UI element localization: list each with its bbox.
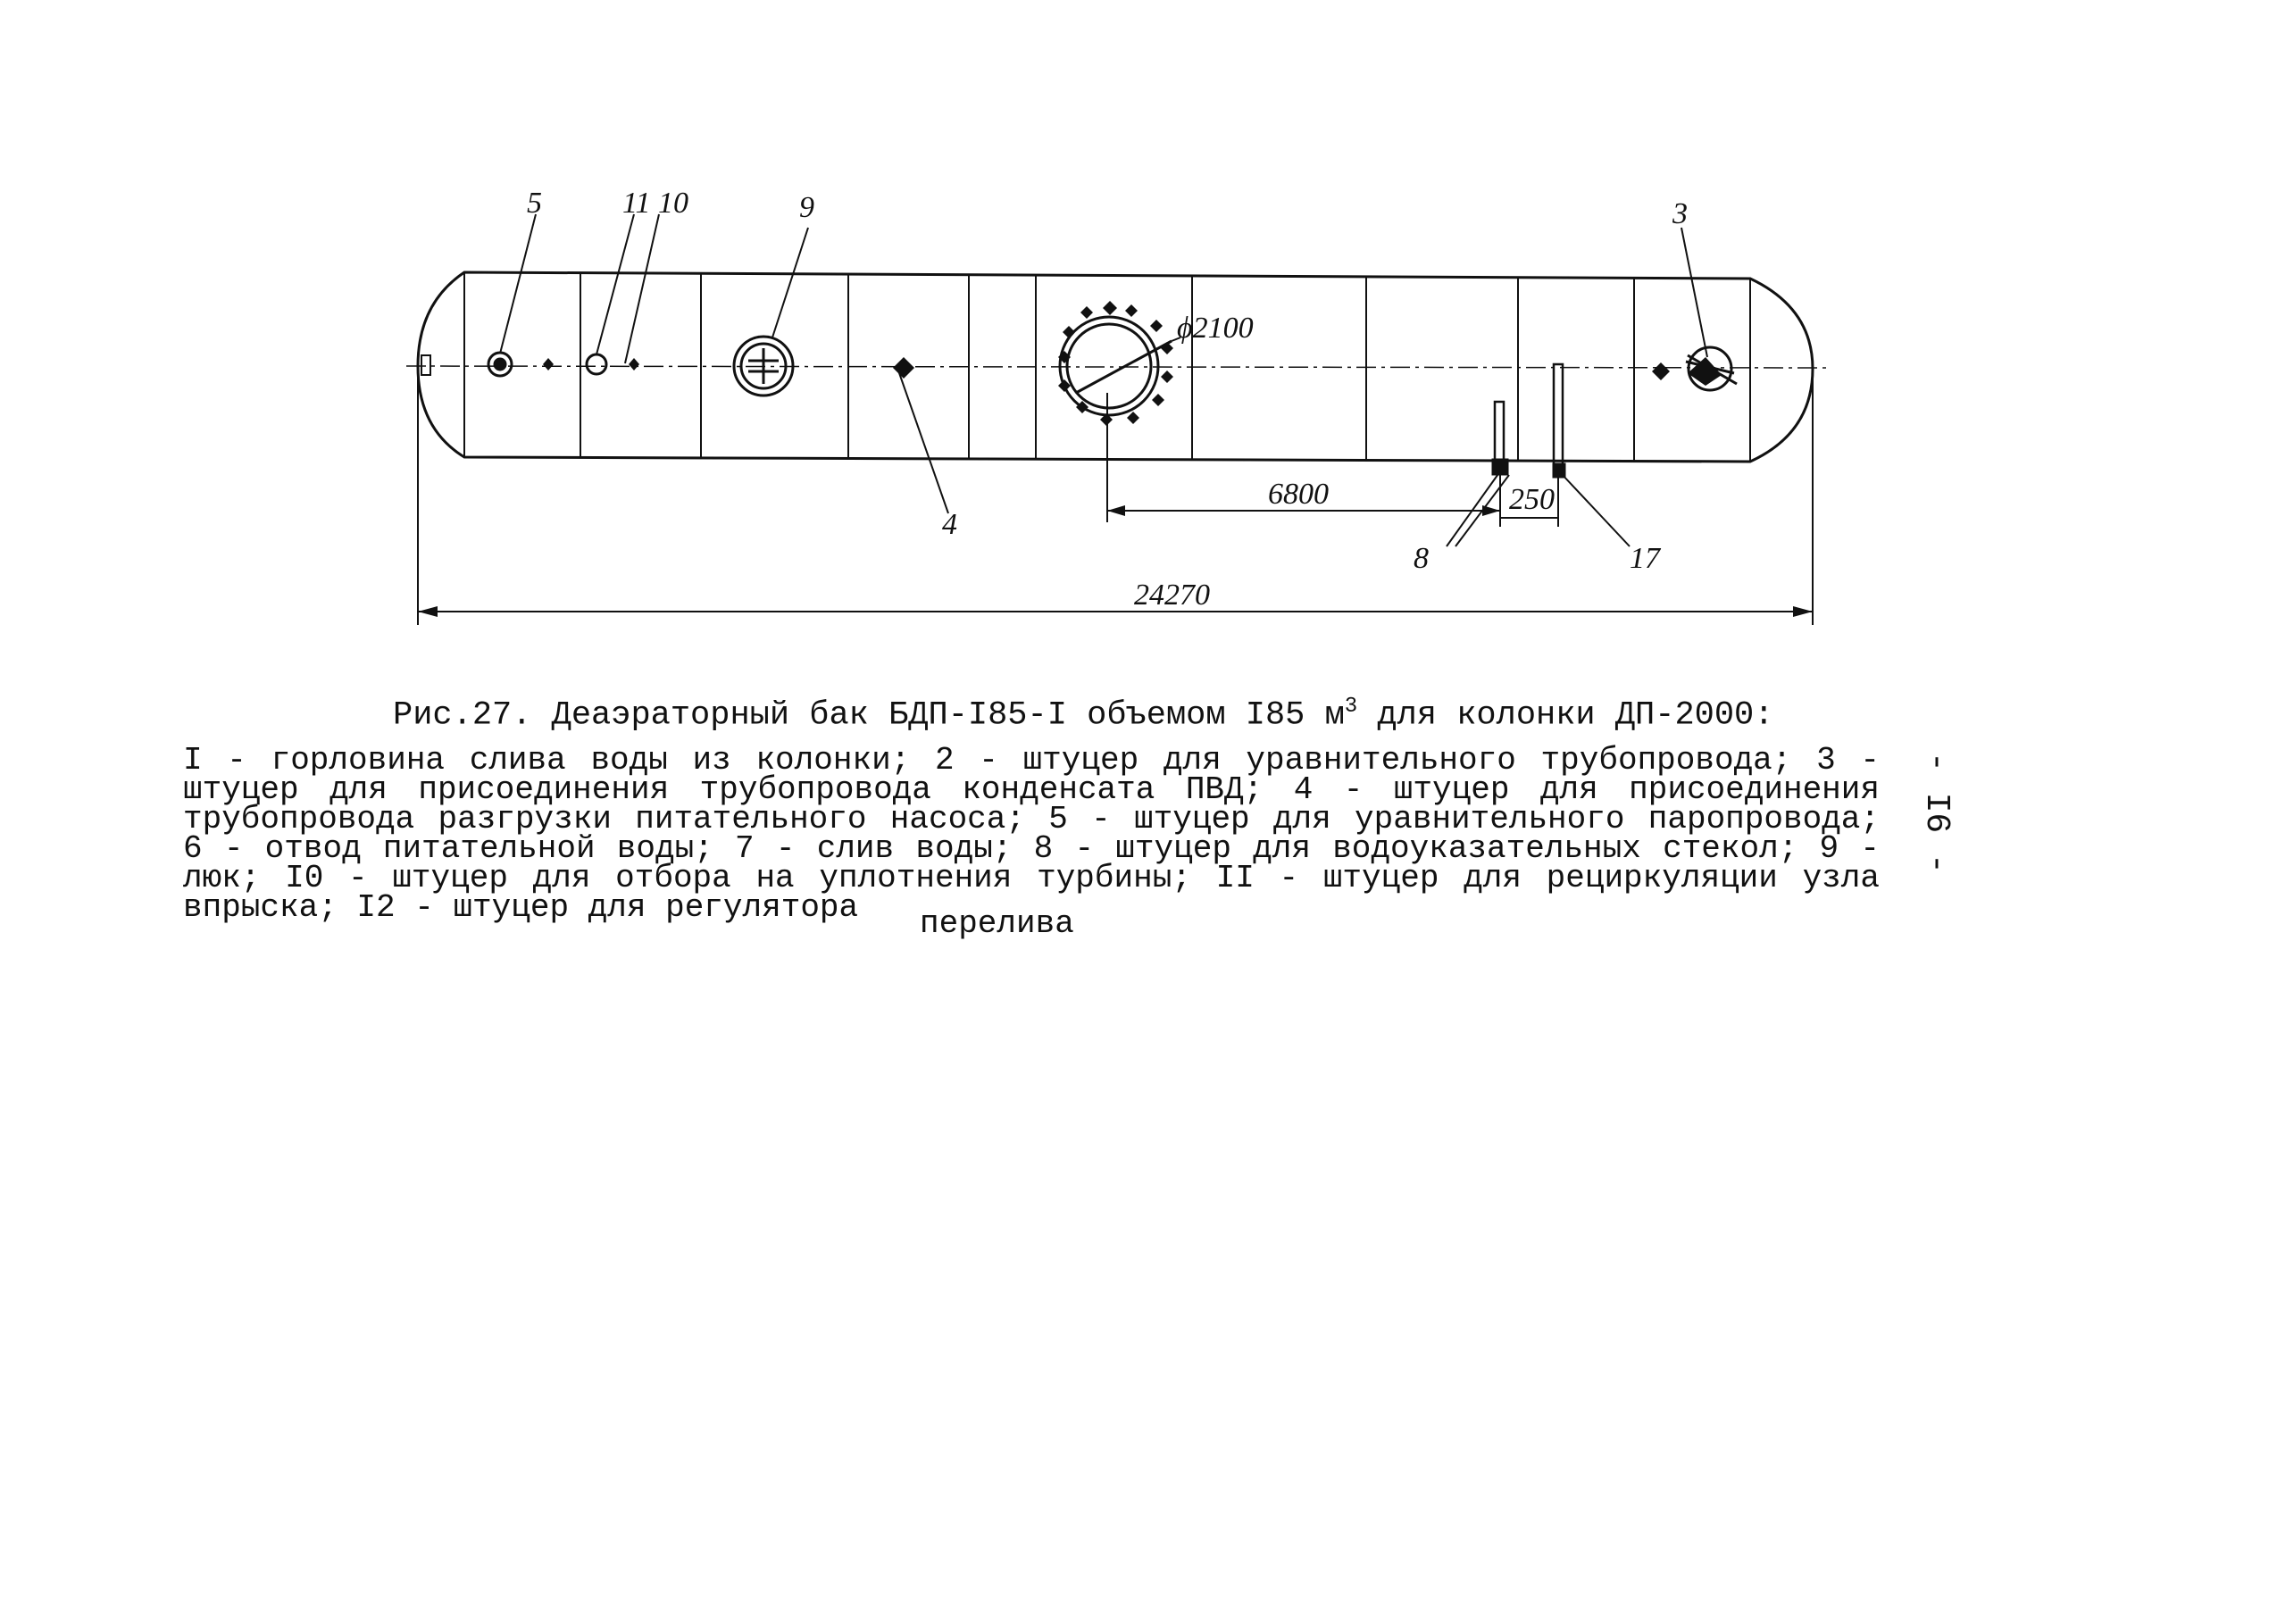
dimension-lines [418,375,1813,625]
figure-legend: I - горловина слива воды из колонки; 2 - штуцер для уравнительного трубопровода; 3 - штуцер для присоединения трубопровода конденсата ПВД; 4 - штуцер для присоединения трубопровода разгрузки питательного насоса; 5 - штуцер для уравнительного паропровода; 6 - отвод питательной воды; 7 - слив воды; 8 - штуцер для водоуказательных стекол; 9 - люк; I0 - штуцер для отбора на уплотнения турбины; II - штуцер для рециркуляции узла впрыска; I2 - штуцер для регулятора [183,742,1880,926]
callout-5: 5 [527,187,542,220]
nozzle-11 [587,354,606,374]
figure-caption-title: Рис.27. Деаэраторный бак БДП-I85-I объемом I85 $м^3$ для колонки ДП-2000: [393,695,1774,735]
callout-11-10: 11 10 [622,187,688,220]
pipe-17 [1554,364,1563,473]
dimension-diameter: ϕ2100 [1177,312,1254,345]
dimension-6800: 6800 [1268,478,1329,511]
figure-legend-last-line: перелива [920,905,1074,942]
axis-line [406,366,1826,368]
gauge-glass-8 [1495,402,1504,466]
callout-3: 3 [1672,197,1688,230]
callout-4: 4 [942,508,957,541]
callout-8: 8 [1414,542,1429,575]
page-number: - I6 - [1917,751,1956,874]
dimension-250: 250 [1509,483,1555,516]
callout-17: 17 [1630,542,1660,575]
callout-9: 9 [799,191,814,224]
dimension-24270: 24270 [1134,579,1210,612]
drain-neck [421,355,430,375]
